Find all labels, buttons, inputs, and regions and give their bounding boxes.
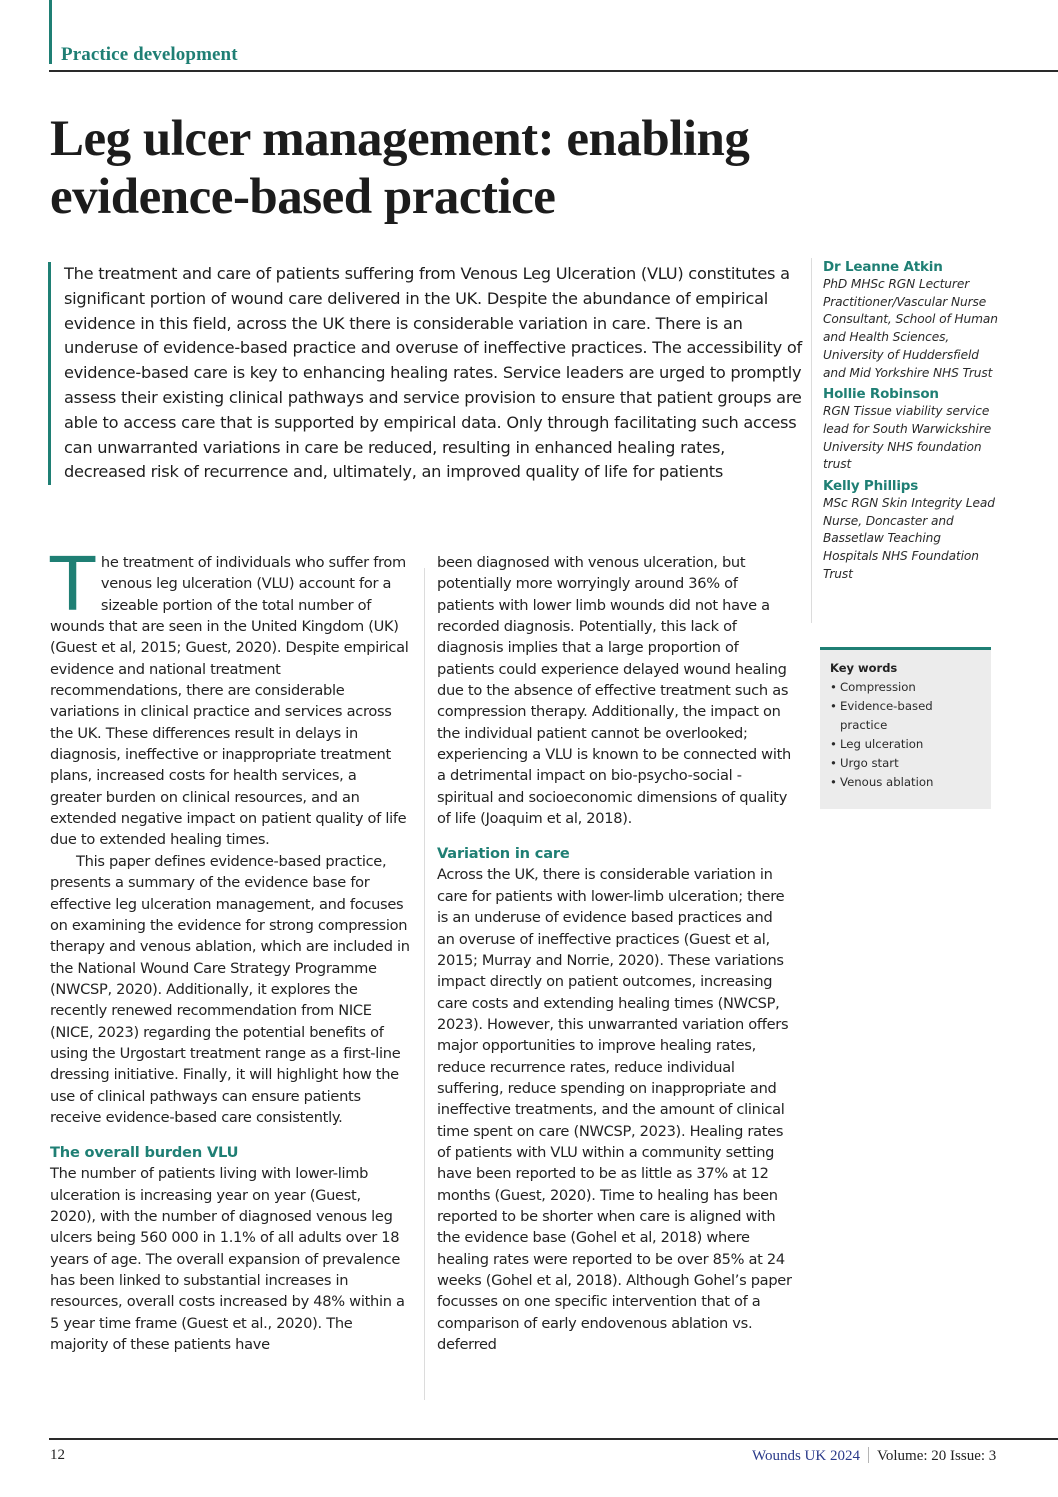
keyword-item — [830, 754, 981, 772]
drop-cap: T — [50, 542, 95, 628]
author-list — [823, 258, 998, 587]
keyword-label: Urgo start — [840, 756, 899, 771]
keywords-list — [830, 678, 981, 792]
author-affiliation: MSc RGN Skin Integrity Lead Nurse, Doncaster and Bassetlaw Teaching Hospitals NHS Foundation Trust — [823, 496, 995, 581]
keyword-item — [830, 735, 981, 753]
keywords-title: Key words — [830, 661, 898, 675]
keywords-box — [820, 647, 991, 809]
sidebar-divider — [811, 258, 812, 623]
body-column-2 — [437, 552, 792, 1355]
keyword-label: Compression — [840, 680, 916, 694]
journal-name: Wounds UK 2024 — [752, 1448, 860, 1464]
header-divider — [49, 70, 1058, 72]
bullet-icon: • — [830, 680, 837, 694]
keyword-item — [830, 678, 981, 696]
author-name: Kelly Phillips — [823, 478, 919, 495]
intro-paragraph-text: he treatment of individuals who suffer from venous leg ulceration (VLU) account for a sizeable portion of the total number of wounds that are seen in the United Kingdom (UK) (Guest et al, 2015; Guest, 2020). Despite empirical evidence and national treatment recommendations, there are considerable variations in clinical practice and services across the UK. These differences result in delays in diagnosis, ineffective or inappropriate treatment plans, increased costs for health services, a greater burden on clinical resources, and an extended negative impact on patient quality of life due to extended healing times. — [50, 554, 409, 849]
bullet-icon: • — [830, 736, 837, 751]
bullet-icon: • — [830, 756, 837, 771]
section-heading-burden: The overall burden VLU — [50, 1144, 239, 1162]
keyword-item — [830, 697, 981, 734]
keyword-label: Venous ablation — [840, 775, 934, 790]
author-affiliation: PhD MHSc RGN Lecturer Practitioner/Vascular Nurse Consultant, School of Human and Health Sciences, University of Huddersfield and Mid Yorkshire NHS Trust — [823, 277, 998, 380]
variation-paragraph: Across the UK, there is considerable variation in care for patients with lower-limb ulceration; there is an underuse of evidence based practices and an overuse of ineffective practices (Guest et al, 2015; Murray and Norrie, 2020). These variations impact directly on patient outcomes, increasing care costs and extending healing times (NWCSP, 2023). However, this unwarranted variation offers major opportunities to improve healing rates, reduce recurrence rates, reduce individual suffering, reduce spending on inappropriate and ineffective treatments, and the amount of clinical time spent on care (NWCSP, 2023). Healing rates of patients with VLU within a community setting have been reported to be as little as 37% at 12 months (Guest, 2020). Time to healing has been reported to be shorter when care is aligned with the evidence base (Gohel et al, 2018) where healing rates were reported to be over 85% at 24 weeks (Gohel et al, 2018). Although Gohel’s paper focusses on one specific intervention that of a comparison of early endovenous ablation vs. deferred — [437, 866, 792, 1354]
keyword-label: Leg ulceration — [840, 736, 924, 751]
keyword-label: Evidence-based practice — [840, 699, 933, 732]
footer-separator — [868, 1447, 869, 1463]
journal-citation — [752, 1447, 996, 1465]
author-affiliation: RGN Tissue viability service lead for South Warwickshire University NHS foundation trust — [823, 404, 992, 472]
article-abstract: The treatment and care of patients suffering from Venous Leg Ulceration (VLU) constitutes a significant portion of wound care delivered in the UK. Despite the abundance of empirical evidence in this field, across the UK there is considerable variation in care. There is an underuse of evidence-based practice and overuse of ineffective practices. The accessibility of evidence-based care is key to enhancing healing rates. Service leaders are urged to promptly assess their existing clinical pathways and service provision to ensure that patient groups are able to access care that is supported by empirical data. Only through facilitating such access can unwarranted variations in care be reduced, resulting in enhanced healing rates, decreased risk of recurrence and, ultimately, an improved quality of life for patients — [48, 262, 809, 485]
footer-divider — [49, 1438, 1058, 1440]
body-column-1 — [50, 542, 410, 1355]
intro-paragraph-2: This paper defines evidence-based practice, presents a summary of the evidence base for effective leg ulceration management, and focuses on examining the evidence for strong compression therapy and venous ablation, which are included in the National Wound Care Strategy Programme (NWCSP, 2020). Additionally, it explores the recently renewed recommendation from NICE (NICE, 2023) regarding the potential benefits of using the Urgostart treatment range as a first-line dressing initiative. Finally, it will highlight how the use of clinical pathways can ensure patients receive evidence-based care consistently. — [50, 852, 410, 1126]
keyword-item — [830, 773, 981, 791]
section-label: Practice development — [61, 44, 238, 65]
author-entry — [823, 258, 998, 382]
intro-paragraph — [50, 542, 410, 851]
burden-paragraph: The number of patients living with lower-limb ulceration is increasing year on year (Guest, 2020), with the number of diagnosed venous leg ulcers being 560 000 in 1.1% of all adults over 18 years of age. The overall expansion of prevalence has been linked to substantial increases in resources, overall costs increased by 48% within a 5 year time frame (Guest et al., 2020). The majority of these patients have — [50, 1165, 405, 1354]
volume-issue: Volume: 20 Issue: 3 — [876, 1448, 997, 1464]
author-name: Hollie Robinson — [823, 386, 939, 403]
bullet-icon: • — [830, 699, 837, 714]
author-entry — [823, 385, 998, 474]
section-heading-variation: Variation in care — [437, 845, 570, 863]
page-number: 12 — [50, 1447, 65, 1463]
author-entry — [823, 477, 998, 584]
author-name: Dr Leanne Atkin — [823, 259, 943, 275]
bullet-icon: • — [830, 775, 837, 790]
section-accent-bar — [49, 0, 52, 64]
article-title: Leg ulcer management: enabling evidence-based practice — [50, 111, 750, 225]
column-divider — [424, 568, 425, 1400]
diagnosis-paragraph: been diagnosed with venous ulceration, but potentially more worryingly around 36% of patients with lower limb wounds did not have a recorded diagnosis. Potentially, this lack of diagnosis implies that a large proportion of patients could experience delayed wound healing due to the absence of effective treatment such as compression therapy. Additionally, the impact on the individual patient cannot be overlooked; experiencing a VLU is known to be connected with a detrimental impact on bio-psycho-social -spiritual and socioeconomic dimensions of quality of life (Joaquim et al, 2018). — [437, 554, 791, 828]
